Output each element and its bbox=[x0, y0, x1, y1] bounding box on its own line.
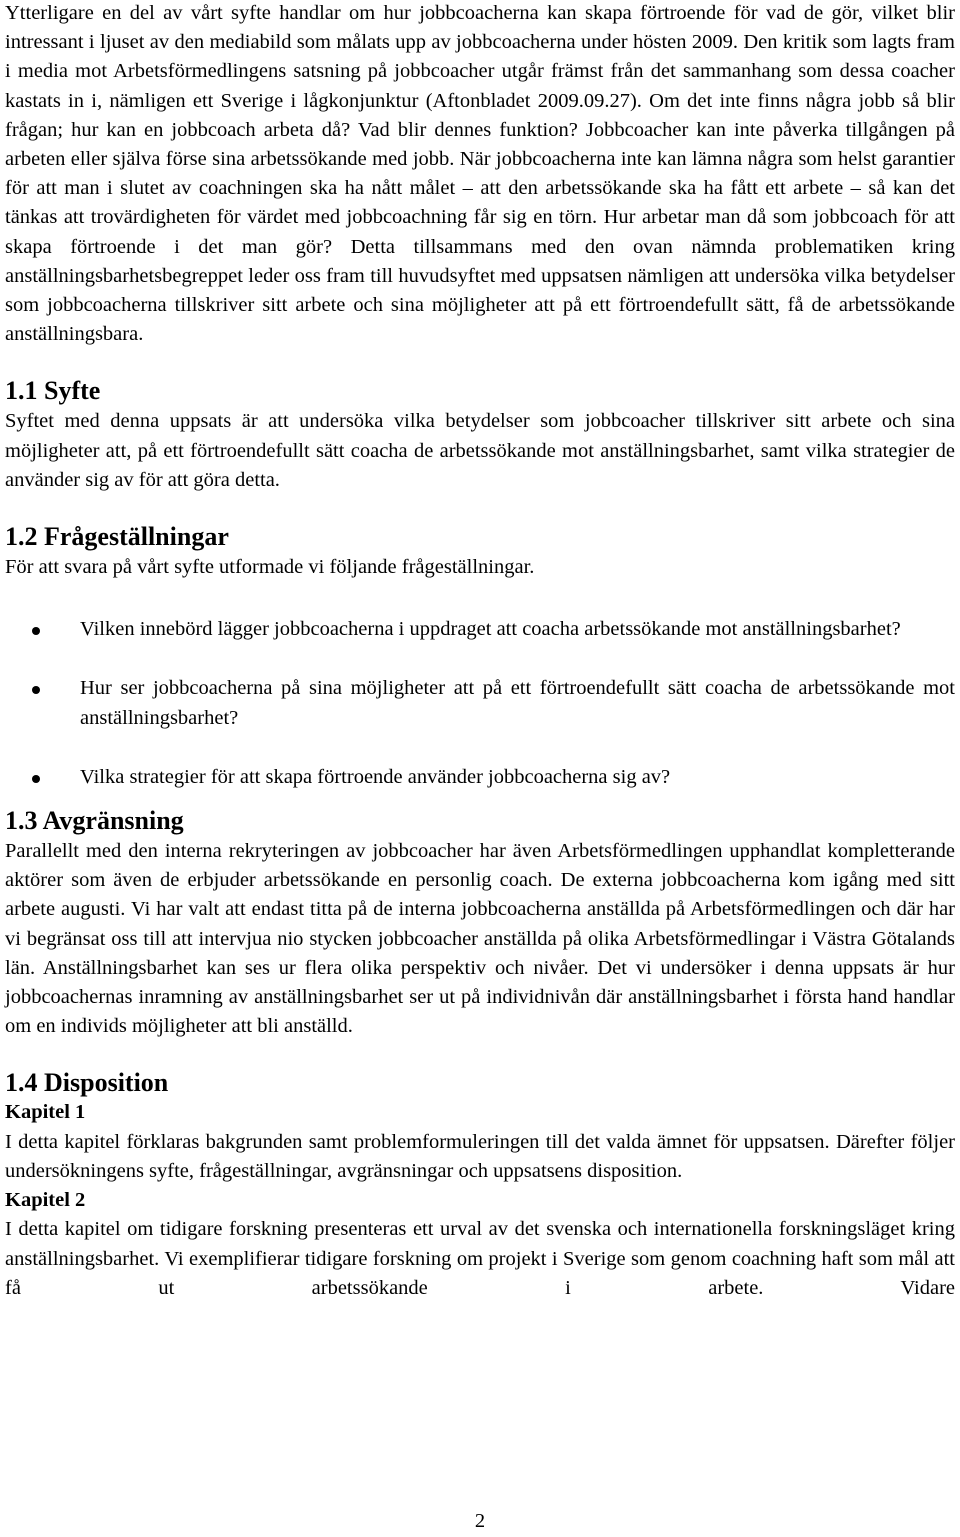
intro-paragraph: Ytterligare en del av vårt syfte handlar om hur jobbcoacherna kan skapa förtroende för vad de gör, vilket blir intressant i ljuset av den mediabild som målats upp av jobbcoacherna under hösten 2009. Den kritik som lagts fram i media mot Arbetsförmedlingens satsning på jobbcoacher utgår främst från det sammanhang som dessa coacher kastats in i, nämligen ett Sverige i lågkonjunktur (Aftonbladet 2009.09.27). Om det inte finns några jobb så blir frågan; hur kan en jobbcoach arbeta då? Vad blir dennes funktion? Jobbcoacher kan inte påverka tillgången på arbeten eller själva förse sina arbetssökande med jobb. När jobbcoacherna inte kan lämna några som helst garantier för att man i slutet av coachningen ska ha nått målet – att den arbetssökande ska ha fått ett arbete – så kan det tänkas att trovärdigheten för värdet med jobbcoachning får sig en törn. Hur arbetar man då som jobbcoach för att skapa förtroende i det man gör? Detta tillsammans med den ovan nämnda problematiken kring anställningsbarhetsbegreppet leder oss fram till huvudsyftet med uppsatsen nämligen att undersöka vilka betydelser som jobbcoacherna tillskriver sitt arbete och sina möjligheter att på ett förtroendefullt sätt, få de arbetssökande anställningsbara. bbox=[5, 2, 955, 346]
section-title: Avgränsning bbox=[42, 806, 184, 836]
page-number: 2 bbox=[474, 1510, 486, 1532]
question-text: Vilken innebörd lägger jobbcoacherna i uppdraget att coacha arbetssökande mot anställningsbarhet? bbox=[80, 618, 901, 641]
section-heading-syfte bbox=[5, 376, 955, 406]
bullet-icon bbox=[32, 627, 40, 635]
chapter-description: I detta kapitel förklaras bakgrunden samt problemformuleringen till det valda ämnet för uppsatsen. Därefter följer undersökningens syfte, frågeställningar, avgränsningar och uppsatsens disposition. bbox=[5, 1130, 955, 1182]
section-heading-disposition bbox=[5, 1068, 955, 1098]
section-title: Frågeställningar bbox=[44, 522, 229, 552]
chapter-heading: Kapitel 1 bbox=[5, 1101, 86, 1124]
question-text: Hur ser jobbcoacherna på sina möjligheter att på ett förtroendefullt sätt coacha de arbetssökande mot anställningsbarhet? bbox=[80, 677, 955, 729]
chapter-description: I detta kapitel om tidigare forskning presenteras ett urval av det svenska och internationella forskningsläget kring anställningsbarhet. Vi exemplifierar tidigare forskning om projekt i Sverige som genom coachning haft som mål att få ut arbetssökande i arbete. Vidare bbox=[5, 1218, 955, 1299]
list-item bbox=[5, 615, 955, 644]
section-title: Syfte bbox=[44, 376, 101, 406]
section-heading-avgransning bbox=[5, 806, 955, 836]
section-heading-fragestallningar bbox=[5, 522, 955, 552]
bullet-icon bbox=[32, 686, 40, 694]
avgransning-paragraph: Parallellt med den interna rekryteringen av jobbcoacher har även Arbetsförmedlingen upphandlat kompletterande aktörer som även de erbjuder arbetssökande en personlig coach. De externa jobbcoacherna kom igång med sitt arbete augusti. Vi har valt att endast titta på de interna jobbcoacherna anställda på Arbetsförmedlingen och där har vi begränsat oss till att intervjua nio stycken jobbcoacher anställda på olika Arbetsförmedlingar i Västra Götalands län. Anställningsbarhet kan ses ur flera olika perspektiv och nivåer. Det vi undersöker i denna uppsats är hur jobbcoachernas inramning av anställningsbarhet ser ut på individnivån där anställningsbarhet i första hand handlar om en individs möjligheter att bli anställd. bbox=[5, 840, 955, 1038]
chapter-heading: Kapitel 2 bbox=[5, 1189, 86, 1212]
research-questions-list bbox=[5, 615, 955, 792]
fragestallningar-paragraph: För att svara på vårt syfte utformade vi följande frågeställningar. bbox=[5, 556, 535, 579]
question-text: Vilka strategier för att skapa förtroende använder jobbcoacherna sig av? bbox=[80, 765, 671, 788]
section-number: 1.1 bbox=[5, 376, 38, 406]
section-number: 1.4 bbox=[5, 1068, 38, 1098]
section-number: 1.3 bbox=[5, 806, 38, 836]
syfte-paragraph: Syftet med denna uppsats är att undersöka vilka betydelser som jobbcoacher tillskriver sitt arbete och sina möjligheter att, på ett förtroendefullt sätt coacha de arbetssökande mot anställningsbarhet, samt vilka strategier de använder sig av för att göra detta. bbox=[5, 410, 955, 491]
document-page bbox=[5, 0, 955, 1303]
list-item bbox=[5, 763, 955, 792]
section-number: 1.2 bbox=[5, 522, 38, 552]
section-title: Disposition bbox=[44, 1068, 169, 1098]
list-item bbox=[5, 674, 955, 732]
bullet-icon bbox=[32, 775, 40, 783]
